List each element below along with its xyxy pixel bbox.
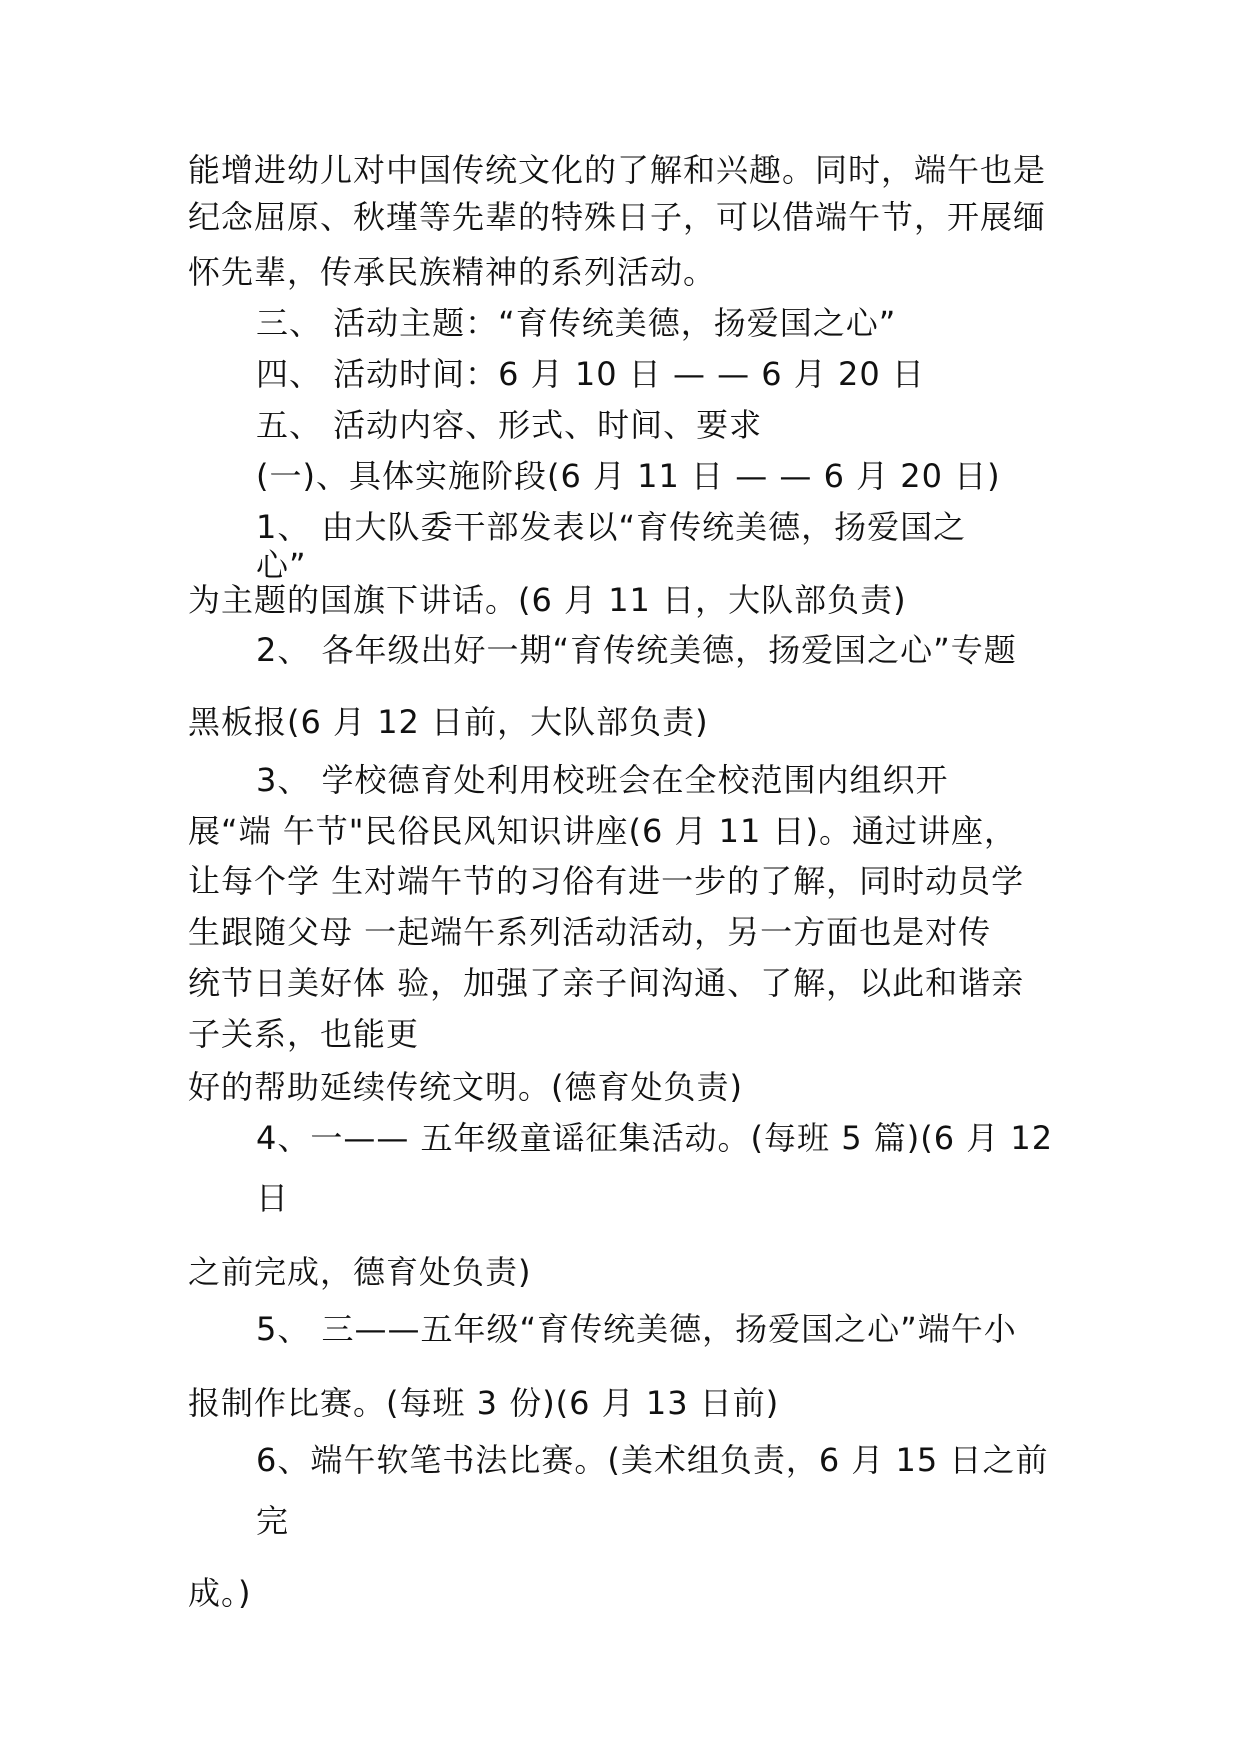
item-1-line-1: 1、 由大队委干部发表以“育传统美德，扬爱国之 — [256, 508, 967, 546]
section-heading-4: 四、 活动时间：6 月 10 日 — — 6 月 20 日 — [256, 355, 925, 393]
item-4-line-3: 之前完成，德育处负责) — [188, 1253, 532, 1291]
paragraph-line-2: 纪念屈原、秋瑾等先辈的特殊日子，可以借端午节，开展缅 — [188, 198, 1047, 236]
item-3-line-7: 好的帮助延续传统文明。(德育处负责) — [188, 1068, 743, 1106]
item-6-line-3: 成。) — [188, 1574, 252, 1612]
item-3-line-3: 让每个学 生对端午节的习俗有进一步的了解，同时动员学 — [188, 862, 1025, 900]
item-1-line-3: 为主题的国旗下讲话。(6 月 11 日，大队部负责) — [188, 581, 907, 619]
paragraph-line-1: 能增进幼儿对中国传统文化的了解和兴趣。同时，端午也是 — [188, 151, 1047, 189]
item-4-line-1: 4、一—— 五年级童谣征集活动。(每班 5 篇)(6 月 12 — [256, 1119, 1054, 1157]
item-5-line-2: 报制作比赛。(每班 3 份)(6 月 13 日前) — [188, 1384, 780, 1422]
item-4-line-2: 日 — [256, 1179, 290, 1217]
item-3-line-6: 子关系，也能更 — [188, 1015, 420, 1053]
item-5-line-1: 5、 三——五年级“育传统美德，扬爱国之心”端午小 — [256, 1310, 1017, 1348]
section-heading-5: 五、 活动内容、形式、时间、要求 — [256, 406, 763, 444]
item-6-line-2: 完 — [256, 1502, 290, 1540]
section-heading-3: 三、 活动主题：“育传统美德，扬爱国之心” — [256, 304, 897, 342]
item-2-line-1: 2、 各年级出好一期“育传统美德，扬爱国之心”专题 — [256, 631, 1017, 669]
item-2-line-2: 黑板报(6 月 12 日前，大队部负责) — [188, 703, 709, 741]
paragraph-line-3: 怀先辈，传承民族精神的系列活动。 — [188, 253, 717, 291]
item-3-line-2: 展“端 午节"民俗民风知识讲座(6 月 11 日)。通过讲座， — [188, 812, 1018, 850]
item-1-line-2: 心” — [256, 546, 307, 584]
subsection-heading: (一)、具体实施阶段(6 月 11 日 — — 6 月 20 日) — [256, 457, 1001, 495]
item-3-line-4: 生跟随父母 一起端午系列活动活动，另一方面也是对传 — [188, 913, 992, 951]
item-3-line-5: 统节日美好体 验，加强了亲子间沟通、了解，以此和谐亲 — [188, 964, 1025, 1002]
item-6-line-1: 6、端午软笔书法比赛。(美术组负责，6 月 15 日之前 — [256, 1441, 1049, 1479]
item-3-line-1: 3、 学校德育处利用校班会在全校范围内组织开 — [256, 761, 949, 799]
